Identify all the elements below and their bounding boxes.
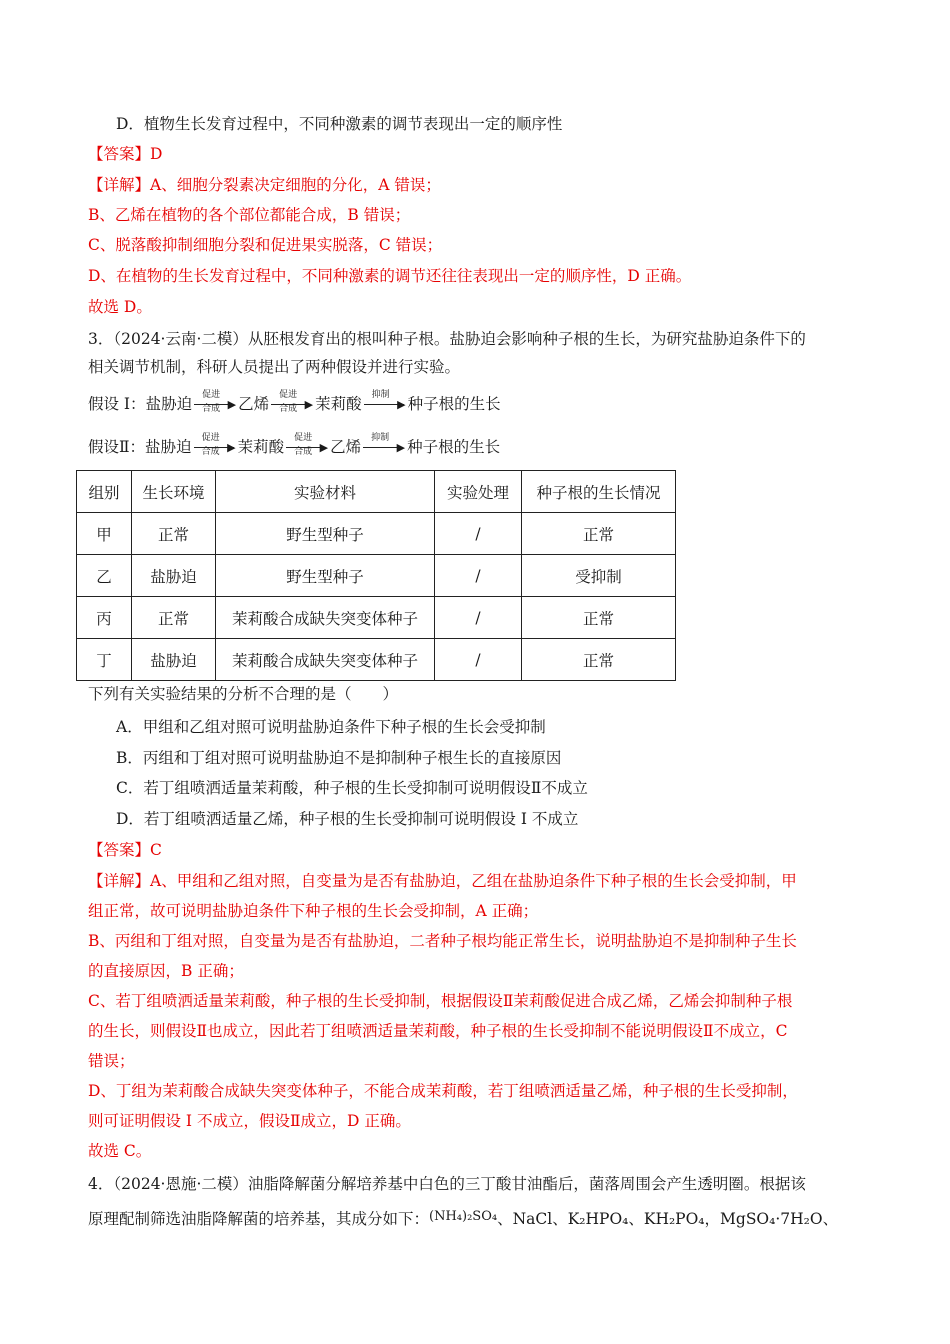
q3-detail-line: 组正常，故可说明盐胁迫条件下种子根的生长会受抑制，A 正确；	[88, 902, 539, 920]
q2-detail-line: B、乙烯在植物的各个部位都能合成，B 错误；	[88, 206, 411, 224]
q3-detail-line: B、丙组和丁组对照，自变量为是否有盐胁迫，二者种子根均能正常生长，说明盐胁迫不是抑制种子生长	[88, 932, 797, 950]
flow-node: 种子根的生长	[407, 395, 501, 413]
flow-node: 盐胁迫	[145, 395, 193, 413]
q3-question: 下列有关实验结果的分析不合理的是（ ）	[88, 685, 399, 703]
q3-detail-line: 错误；	[88, 1052, 135, 1070]
table-cell: 正常	[522, 639, 676, 681]
table-cell: 野生型种子	[216, 555, 435, 597]
column-header: 实验处理	[435, 471, 522, 513]
q3-option-c: C．若丁组喷洒适量茉莉酸，种子根的生长受抑制可说明假设Ⅱ不成立	[116, 779, 588, 797]
flow-node: 乙烯	[330, 438, 362, 456]
table-cell: 正常	[522, 513, 676, 555]
q3-stem-line: 相关调节机制，科研人员提出了两种假设并进行实验。	[88, 358, 461, 376]
promote-arrow-icon: 促进 ▶ 合成	[286, 437, 328, 459]
q3-option-a: A．甲组和乙组对照可说明盐胁迫条件下种子根的生长会受抑制	[116, 718, 546, 736]
hypothesis-label: 假设 I：	[88, 395, 146, 413]
hypothesis-label: 假设Ⅱ：	[88, 438, 146, 456]
q2-detail-line: 【详解】A、细胞分裂素决定细胞的分化，A 错误；	[88, 176, 441, 194]
table-row	[77, 639, 676, 681]
q4-stem-line	[88, 1206, 838, 1230]
table-cell: 正常	[522, 597, 676, 639]
q3-detail-line: C、若丁组喷洒适量茉莉酸，种子根的生长受抑制，根据假设Ⅱ茉莉酸促进合成乙烯，乙烯会抑制种子根	[88, 992, 793, 1010]
table-cell: 野生型种子	[216, 513, 435, 555]
table-cell: 受抑制	[522, 555, 676, 597]
table-cell: /	[435, 597, 522, 639]
flow-node: 盐胁迫	[145, 438, 192, 456]
inhibit-arrow-icon: 抑制 ▶	[364, 394, 406, 416]
promote-arrow-icon: 促进 ▶ 合成	[194, 437, 236, 459]
table-cell: 丁	[77, 639, 132, 681]
q3-stem-line: 3．（2024·云南·二模）从胚根发育出的根叫种子根。盐胁迫会影响种子根的生长，为研究盐胁迫条件下的	[88, 330, 806, 348]
table-cell: 正常	[132, 513, 216, 555]
table-row	[77, 597, 676, 639]
flow-node: 茉莉酸	[237, 438, 285, 456]
inhibit-arrow-icon: 抑制 ▶	[363, 437, 405, 459]
table-cell: 茉莉酸合成缺失突变体种子	[216, 597, 435, 639]
column-header: 种子根的生长情况	[522, 471, 676, 513]
table-row	[77, 513, 676, 555]
q2-detail-line: C、脱落酸抑制细胞分裂和促进果实脱落，C 错误；	[88, 236, 443, 254]
q3-detail-line: D、丁组为茉莉酸合成缺失突变体种子，不能合成茉莉酸，若丁组喷洒适量乙烯，种子根的生长受抑制，	[88, 1082, 798, 1100]
table-header-row	[77, 471, 676, 513]
table-cell: /	[435, 555, 522, 597]
q3-detail-line: 故选 C。	[88, 1142, 152, 1160]
table-cell: 茉莉酸合成缺失突变体种子	[216, 639, 435, 681]
chemical-formula: (NH₄)₂SO₄	[429, 1209, 498, 1224]
flow-node: 种子根的生长	[407, 438, 501, 456]
q4-stem-text: 原理配制筛选油脂降解菌的培养基，其成分如下：	[88, 1210, 430, 1228]
q4-stem-text: 、NaCl、K₂HPO₄、KH₂PO₄，MgSO₄·7H₂O、	[497, 1210, 839, 1228]
q3-detail-line: 的直接原因，B 正确；	[88, 962, 244, 980]
table-cell: 丙	[77, 597, 132, 639]
promote-arrow-icon: 促进 ▶ 合成	[194, 394, 236, 416]
table-cell: /	[435, 513, 522, 555]
column-header: 实验材料	[216, 471, 435, 513]
hypothesis-2	[88, 433, 501, 459]
column-header: 组别	[77, 471, 132, 513]
q3-option-b: B．丙组和丁组对照可说明盐胁迫不是抑制种子根生长的直接原因	[116, 749, 562, 767]
promote-arrow-icon: 促进 ▶ 合成	[271, 394, 313, 416]
q2-option-d: D．植物生长发育过程中，不同种激素的调节表现出一定的顺序性	[116, 115, 563, 133]
q3-detail-line: 则可证明假设 I 不成立，假设Ⅱ成立，D 正确。	[88, 1112, 411, 1130]
hypothesis-1	[88, 390, 501, 416]
table-cell: 盐胁迫	[132, 639, 216, 681]
q3-detail-line: 【详解】A、甲组和乙组对照，自变量为是否有盐胁迫，乙组在盐胁迫条件下种子根的生长会受抑制，甲	[88, 872, 797, 890]
table-row	[77, 555, 676, 597]
table-cell: /	[435, 639, 522, 681]
table-cell: 乙	[77, 555, 132, 597]
table-cell: 正常	[132, 597, 216, 639]
q4-stem-line: 4．（2024·恩施·二模）油脂降解菌分解培养基中白色的三丁酸甘油酯后，菌落周围会产生透明圈。根据该	[88, 1175, 806, 1193]
table-cell: 甲	[77, 513, 132, 555]
q2-answer: 【答案】D	[88, 145, 163, 163]
q3-option-d: D．若丁组喷洒适量乙烯，种子根的生长受抑制可说明假设 I 不成立	[116, 810, 579, 828]
column-header: 生长环境	[132, 471, 216, 513]
flow-node: 乙烯	[238, 395, 270, 413]
q2-detail-line: D、在植物的生长发育过程中，不同种激素的调节还往往表现出一定的顺序性，D 正确。	[88, 267, 692, 285]
q3-detail-line: 的生长，则假设Ⅱ也成立，因此若丁组喷洒适量茉莉酸，种子根的生长受抑制不能说明假设Ⅱ不成立，C	[88, 1022, 788, 1040]
table-cell: 盐胁迫	[132, 555, 216, 597]
experiment-table	[76, 470, 676, 681]
flow-node: 茉莉酸	[315, 395, 362, 413]
q3-answer: 【答案】C	[88, 841, 162, 859]
q2-detail-line: 故选 D。	[88, 298, 152, 316]
